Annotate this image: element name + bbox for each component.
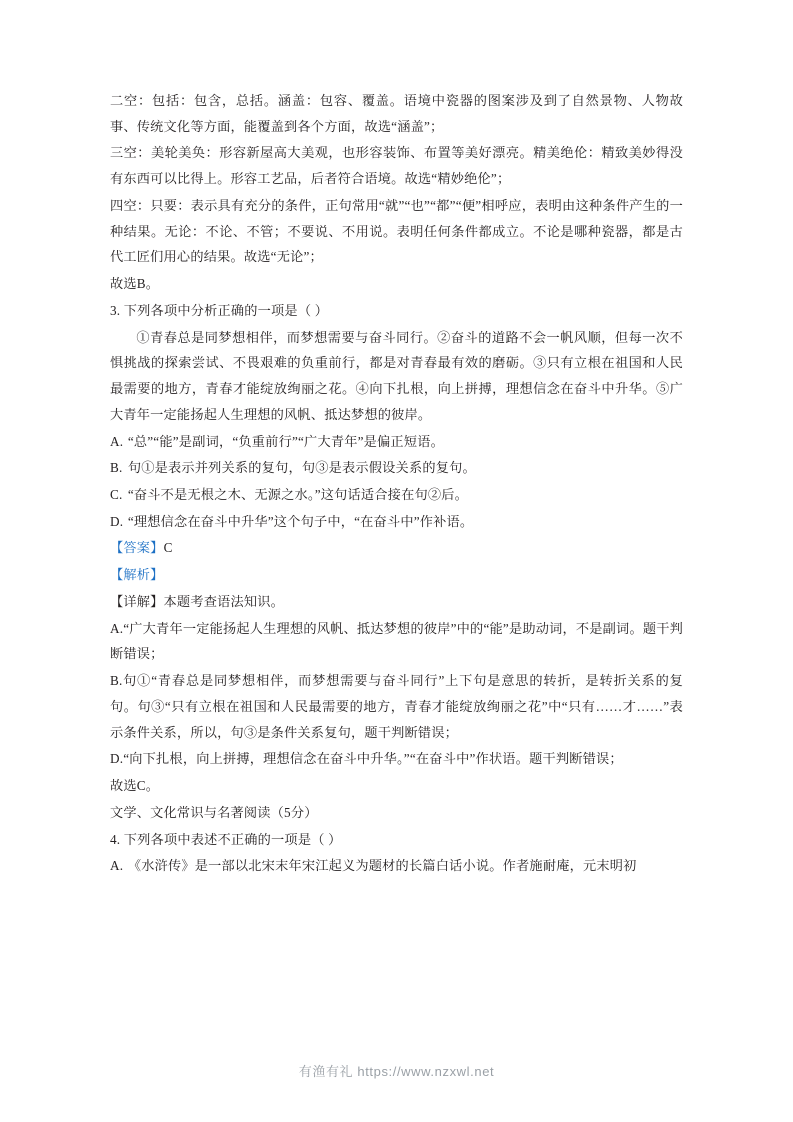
- analysis-line: [110, 562, 683, 588]
- option-text-d: “理想信念在奋斗中升华”这个句子中，“在奋斗中”作补语。: [127, 513, 474, 529]
- question-3-stem: 3. 下列各项中分析正确的一项是（ ）: [110, 302, 329, 318]
- option-letter-d: D.: [110, 513, 124, 529]
- question-3-passage: ①青春总是同梦想相伴，而梦想需要与奋斗同行。②奋斗的道路不会一帆风顺，但每一次不惧挑战的探索尝试、不畏艰难的负重前行，都是对青春最有效的磨砺。③只有立根在祖国和人民最需要的地方，青春才能绽放绚丽之花。④向下扎根，向上拼搏，理想信念在奋斗中升华。⑤广大青年一定能扬起人生理想的风帆、抵达梦想的彼岸。: [110, 329, 683, 422]
- question-3-option-d: [110, 509, 683, 535]
- document-body: [110, 88, 683, 879]
- detail-explanation-d: D.“向下扎根，向上拼搏，理想信念在奋斗中升华。”“在奋斗中”作状语。题干判断错误；: [110, 751, 623, 767]
- question-3-option-b: [110, 455, 683, 481]
- option-text-a-q4: 《水浒传》是一部以北宋末年宋江起义为题材的长篇白话小说。作者施耐庵，元末明初: [127, 858, 637, 874]
- detail-explanation-b: B.句①“青春总是同梦想相伴，而梦想需要与奋斗同行”上下句是意思的转折，是转折关系的复句。句③“只有立根在祖国和人民最需要的地方，青春才能绽放绚丽之花”中“只有……才……”表示条件关系，所以，句③是条件关系复句，题干判断错误；: [110, 673, 683, 740]
- answer-value: C: [163, 540, 173, 556]
- question-3-option-c: [110, 482, 683, 508]
- paragraph-explanation-blank4: 四空：只要：表示具有充分的条件，正句常用“就”“也”“都”“便”相呼应，表明由这种条件产生的一种结果。无论：不论、不管；不要说、不用说。表明任何条件都成立。不论是哪种瓷器，都是古代工匠们用心的结果。故选“无论”；: [110, 197, 683, 265]
- detail-explanation-intro: 【详解】本题考查语法知识。: [110, 593, 285, 609]
- question-4-stem: 4. 下列各项中表述不正确的一项是（ ）: [110, 831, 342, 847]
- option-letter-a-q4: A.: [110, 858, 124, 874]
- answer-label: 【答案】: [110, 540, 164, 556]
- paragraph-explanation-blank2: 二空：包括：包含，总括。涵盖：包容、覆盖。语境中瓷器的图案涉及到了自然景物、人物故事、传统文化等方面，能覆盖到各个方面，故选“涵盖”；: [110, 93, 683, 134]
- option-text-a: “总”“能”是副词，“负重前行”“广大青年”是偏正短语。: [127, 433, 444, 449]
- paragraph-conclusion-b: 故选B。: [110, 276, 160, 292]
- paragraph-explanation-blank3: 三空：美轮美奂：形容新屋高大美观，也形容装饰、布置等美好漂亮。精美绝伦：精致美妙得没有东西可以比得上。形容工艺品，后者符合语境。故选“精妙绝伦”；: [110, 145, 683, 187]
- option-letter-c: C.: [110, 487, 123, 503]
- option-text-c: “奋斗不是无根之木、无源之水。”这句话适合接在句②后。: [127, 487, 469, 503]
- analysis-label: 【解析】: [110, 567, 164, 583]
- option-letter-b: B.: [110, 460, 123, 476]
- question-4-option-a: [110, 853, 683, 879]
- question-3-option-a: [110, 429, 683, 455]
- detail-explanation-a: A.“广大青年一定能扬起人生理想的风帆、抵达梦想的彼岸”中的“能”是助动词，不是副词。题干判断错误；: [110, 620, 683, 662]
- watermark: 有渔有礼 https://www.nzxwl.net: [298, 1064, 495, 1079]
- option-text-b: 句①是表示并列关系的复句，句③是表示假设关系的复句。: [127, 460, 476, 476]
- section-heading-literature: 文学、文化常识与名著阅读（5分）: [110, 804, 318, 820]
- option-letter-a: A.: [110, 433, 124, 449]
- detail-conclusion-c: 故选C。: [110, 778, 160, 794]
- answer-line: [110, 535, 683, 561]
